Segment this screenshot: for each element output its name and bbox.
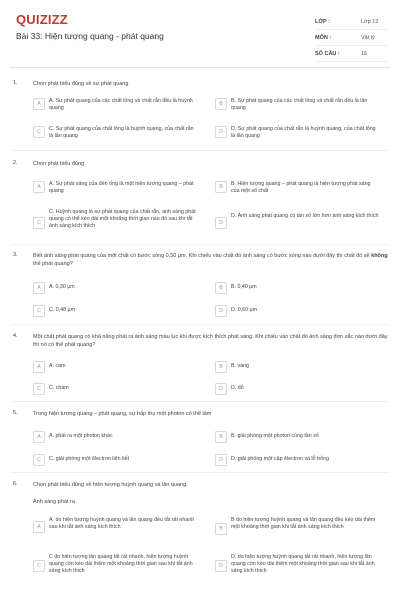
option-text: D. Ánh sáng phát quang có tần số lớn hơn ánh sáng kích thích: [231, 213, 379, 219]
option-badge: D: [215, 454, 227, 466]
meta-value: 15: [361, 50, 368, 57]
question-separator: [10, 150, 390, 151]
option-text: C. Huỳnh quang là sự phát quang của chất rắn, ánh sáng phát quang có thể kéo dài một khoảng thời gian nào đó sau khi tắt ánh sáng kích thích: [49, 209, 196, 229]
option-badge: A: [33, 521, 45, 533]
option-badge: A: [33, 282, 45, 294]
option-text: B do hiện tượng huỳnh quang và lân quang đều kéo dài thêm một khoảng thời gian khi tắt ánh sáng kích thích: [231, 517, 376, 530]
question-text: Chọn phát biểu đúng về sự phát quang: [33, 81, 129, 87]
option-text: D. Sự phát quang của chất rắn là huỳnh quang, của chất lỏng là lân quang: [231, 126, 376, 139]
worksheet-header: [0, 0, 400, 64]
quizizz-logo: QUIZIZZ: [16, 12, 68, 27]
option-badge: B: [215, 98, 227, 110]
option-badge: D: [215, 383, 227, 395]
question-text: Chọn phát biểu đúng: [33, 161, 85, 167]
option-text: C do hiện tượng lân quang tắt rất nhanh, hiện tượng huỳnh quang còn kéo dài thêm một khoảng thời gian sau khi tắt ánh sáng kích thích: [49, 554, 193, 574]
option-badge: A: [33, 98, 45, 110]
option-text: C. giải phóng một êlectron liên kết: [49, 456, 130, 462]
option-badge: B: [215, 282, 227, 294]
option-text: B. vàng: [231, 363, 249, 369]
option-badge: B: [215, 523, 227, 535]
option-text: B. giải phóng một photon cùng tần số: [231, 433, 319, 439]
option-text: A. phát ra một photon khác: [49, 433, 113, 439]
option-text: A. cam: [49, 363, 66, 369]
question-subtext: Ánh sáng phát ra: [33, 499, 75, 505]
option-text: C. Sự phát quang của chất lỏng là huỳnh quang, của chất rắn là lân quang: [49, 126, 194, 139]
question-separator: [10, 401, 390, 402]
option-badge: B: [215, 361, 227, 373]
meta-value: Vật lý: [361, 34, 375, 41]
question-number: 5.: [13, 410, 18, 416]
option-badge: A: [33, 431, 45, 443]
meta-value: Lớp 12: [361, 18, 379, 25]
option-badge: C: [33, 454, 45, 466]
option-badge: B: [215, 431, 227, 443]
option-badge: C: [33, 560, 45, 572]
question-number: 4.: [13, 333, 18, 339]
meta-row-count: [315, 46, 387, 62]
option-text: B. Sự phát quang của các chất lỏng và chất rắn đều là lân quang: [231, 98, 368, 111]
option-text: A. do hiện tượng huỳnh quang và lân quang đều tắt rất nhanh sau khi tắt ánh sáng kích thích: [49, 517, 195, 530]
option-badge: A: [33, 361, 45, 373]
question-number: 1.: [13, 80, 18, 86]
option-badge: C: [33, 305, 45, 317]
option-text: D. do hiện tượng huỳnh quang tắt rất nhanh, hiện tượng lân quang còn kéo dài thêm một khoảng thời gian sau khi tắt ánh sáng kích thích: [231, 554, 375, 574]
worksheet-meta: [315, 14, 387, 62]
question-text: Chọn phát biểu đúng về hiện tượng huỳnh quang và lân quang.: [33, 482, 188, 488]
option-badge: C: [33, 217, 45, 229]
question-text: Trong hiện tượng quang – phát quang, sự hấp thụ một photon có thể làm: [33, 411, 212, 417]
meta-label: SỐ CÂU :: [315, 50, 340, 57]
option-badge: C: [33, 383, 45, 395]
option-badge: D: [215, 217, 227, 229]
option-text: D. giải phóng một cặp êlectron và lỗ trống: [231, 456, 330, 462]
question-text-emphasis: không: [371, 253, 388, 259]
meta-label: LỚP :: [315, 18, 330, 25]
option-text: C. 0,48 μm: [49, 307, 76, 313]
worksheet-title: Bài 33: Hiện tượng quang - phát quang: [16, 31, 164, 41]
option-badge: B: [215, 181, 227, 193]
option-text: C. chàm: [49, 385, 69, 391]
option-badge: D: [215, 560, 227, 572]
option-text: A. Sự phát quang của các chất lỏng và chất rắn đều là huỳnh quang: [49, 98, 193, 111]
option-badge: D: [215, 126, 227, 138]
option-text: B. Hiện tượng quang – phát quang là hiện tượng phát sáng của một số chất: [231, 181, 371, 194]
question-text-part: thể phát quang?: [33, 261, 73, 267]
question-separator: [10, 472, 390, 473]
question-text: [33, 252, 388, 268]
option-badge: D: [215, 305, 227, 317]
option-text: B. 0,40 μm: [231, 284, 257, 290]
question-number: 6.: [13, 481, 18, 487]
question-separator: [10, 244, 390, 245]
meta-row-subject: [315, 30, 387, 46]
question-number: 2.: [13, 160, 18, 166]
question-text: Một chất phát quang có khả năng phát ra ánh sáng màu lục khi được kích thích phát sáng. Khi chiếu vào chất đó ánh sáng đơn sắc nào dưới đây thì nó có thể phát quang?: [33, 334, 388, 348]
option-text: A. 0,30 μm: [49, 284, 75, 290]
option-badge: C: [33, 126, 45, 138]
option-badge: A: [33, 181, 45, 193]
question-number: 3.: [13, 252, 18, 258]
question-text-part: Biết ánh sáng phát quang của một chất có bước sóng 0,50 μm. Khi chiếu vào chất đó ánh sáng có bước sóng nào dưới đây thì chất đó sẽ: [33, 253, 372, 259]
question-separator: [10, 324, 390, 325]
meta-row-class: [315, 14, 387, 30]
meta-label: MÔN :: [315, 34, 332, 41]
option-text: D. đỏ: [231, 385, 244, 391]
option-text: A. Sự phát sáng của đèn ống là một hiện tượng quang – phát quang: [49, 181, 194, 194]
header-divider: [10, 67, 390, 68]
option-text: D. 0,60 μm: [231, 307, 258, 313]
